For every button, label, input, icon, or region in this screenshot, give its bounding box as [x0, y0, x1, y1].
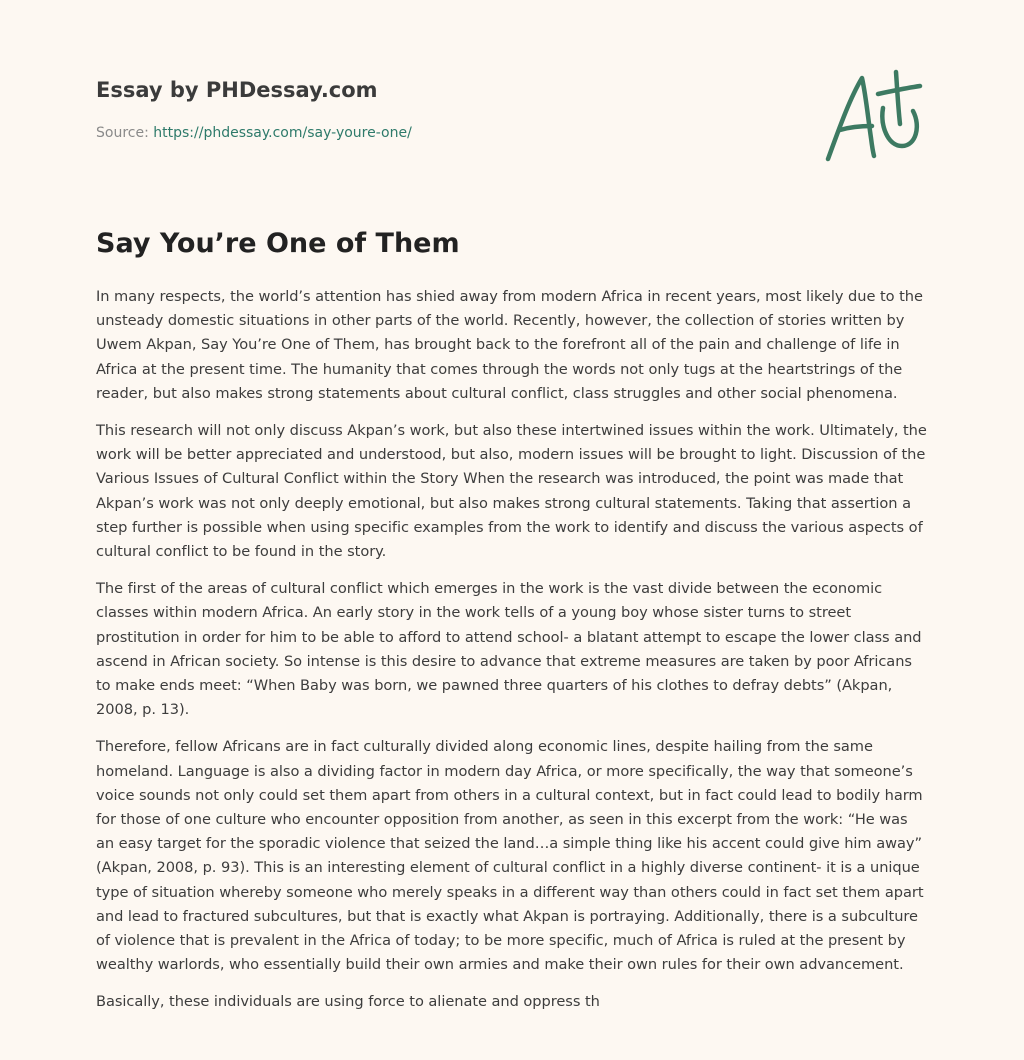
- source-label: Source:: [96, 125, 149, 141]
- article-title: Say You’re One of Them: [96, 228, 460, 259]
- article-paragraph: In many respects, the world’s attention has shied away from modern Africa in recent years, most likely due to the unsteady domestic situations in other parts of the world. Recently, however, the collection of stories written by Uwem Akpan, Say You’re One of Them, has brought back to the forefront all of the pain and challenge of life in Africa at the present time. The humanity that comes through the words not only tugs at the heartstrings of the reader, but also makes strong statements about cultural conflict, class struggles and other social phenomena.: [96, 288, 923, 402]
- article-body: [96, 285, 930, 1028]
- article-paragraph: Basically, these individuals are using force to alienate and oppress th: [96, 993, 600, 1011]
- article-paragraph: This research will not only discuss Akpan’s work, but also these intertwined issues within the work. Ultimately, the work will be better appreciated and understood, but also, modern issues will be brought to light. Discussion of the Various Issues of Cultural Conflict within the Story When the research was introduced, the point was made that Akpan’s work was not only deeply emotional, but also makes strong cultural statements. Taking that assertion a step further is possible when using specific examples from the work to identify and discuss the various aspects of cultural conflict to be found in the story.: [96, 422, 927, 561]
- article-paragraph: The first of the areas of cultural conflict which emerges in the work is the vast divide between the economic classes within modern Africa. An early story in the work tells of a young boy whose sister turns to street prostitution in order for him to be able to afford to attend school- a blatant attempt to escape the lower class and ascend in African society. So intense is this desire to advance that extreme measures are taken by poor Africans to make ends meet: “When Baby was born, we pawned three quarters of his clothes to defray debts” (Akpan, 2008, p. 13).: [96, 580, 922, 719]
- source-line: [96, 124, 796, 142]
- a-plus-logo-icon: [820, 66, 930, 166]
- source-link[interactable]: https://phdessay.com/say-youre-one/: [153, 125, 412, 141]
- page-header: [96, 76, 796, 142]
- article-paragraph: Therefore, fellow Africans are in fact culturally divided along economic lines, despite hailing from the same homeland. Language is also a dividing factor in modern day Africa, or more specifically, the way that someone’s voice sounds not only could set them apart from others in a cultural context, but in fact could lead to bodily harm for those of one culture who encounter opposition from another, as seen in this excerpt from the work: “He was an easy target for the sporadic violence that seized the land…a simple thing like his accent could give him away” (Akpan, 2008, p. 93). This is an interesting element of cultural conflict in a highly diverse continent- it is a unique type of situation whereby someone who merely speaks in a different way than others could in fact set them apart and lead to fractured subcultures, but that is exactly what Akpan is portraying. Additionally, there is a subculture of violence that is prevalent in the Africa of today; to be more specific, much of Africa is ruled at the present by wealthy warlords, who essentially build their own armies and make their own rules for their own advancement.: [96, 738, 924, 974]
- site-title: Essay by PHDessay.com: [96, 78, 378, 102]
